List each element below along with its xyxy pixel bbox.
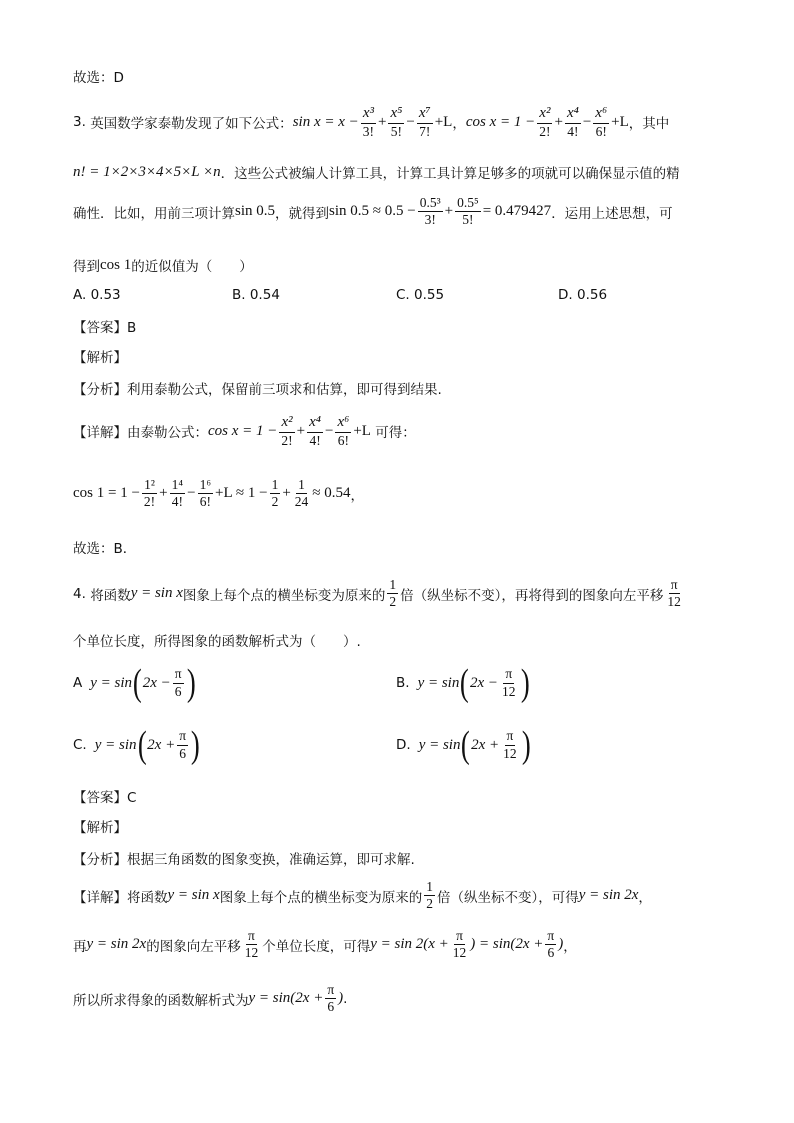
question-text: 个单位长度，所得图象的函数解析式为（ ）. bbox=[73, 634, 361, 650]
q4-detail-1 bbox=[73, 880, 652, 911]
formula-text: = 0.479427 bbox=[482, 203, 552, 220]
q3-line-3: 确性．比如，用前三项计算 sin 0.5 ，就得到 sin 0.5 ≈ 0.5 − $\frac{\text{0.5³}}{3!}$ + $\frac{\text{0.5⁵}}{5!}$ = 0.479427 ．运用上述思想，可 bbox=[73, 195, 673, 228]
q4-option-c: C. y = sin ( 2x + $\frac{\pi}{6}$ ) bbox=[73, 724, 200, 766]
question-text: ．这些公式被编人计算工具，计算工具计算足够多的项就可以确保显示值的精 bbox=[220, 166, 680, 182]
formula-text: ) bbox=[558, 936, 564, 953]
detail-text: 【详解】将函数 bbox=[73, 889, 168, 906]
q4-line-2 bbox=[73, 630, 361, 650]
analysis-text: 【分析】根据三角函数的图象变换，准确运算，即可求解. bbox=[73, 852, 415, 868]
q3-line-2 bbox=[73, 162, 680, 182]
fraction: $\frac{\text{1⁶}}{6!}$ bbox=[199, 477, 212, 510]
formula-text: ) = sin(2x + bbox=[470, 936, 544, 953]
fraction: $\frac{\text{x²}}{2!}$ bbox=[281, 414, 293, 448]
q2-conclusion bbox=[73, 66, 124, 86]
punct: ， bbox=[350, 487, 365, 504]
q3-analysis-head bbox=[73, 346, 127, 366]
option-d: D. 0.56 bbox=[558, 287, 608, 303]
formula-text: cos 1 bbox=[100, 256, 132, 273]
fraction: $\frac{\pi}{12}$ bbox=[244, 928, 259, 961]
detail-text: 可得： bbox=[375, 425, 416, 442]
formula-text: cos 1 = 1 − bbox=[73, 485, 140, 502]
fraction: $\frac{1}{2}$ bbox=[271, 477, 279, 510]
question-text: 英国数学家泰勒发现了如下公式： bbox=[90, 116, 293, 133]
punct: ， bbox=[638, 889, 652, 906]
formula-text: +L bbox=[434, 113, 453, 130]
detail-text: 个单位长度，可得 bbox=[262, 938, 371, 955]
option-b: B. 0.54 bbox=[232, 287, 280, 303]
formula-text: +L bbox=[353, 422, 371, 439]
analysis-heading: 【解析】 bbox=[73, 350, 127, 366]
detail-text: 倍（纵坐标不变），可得 bbox=[436, 889, 579, 906]
punct: ， bbox=[452, 116, 466, 133]
fraction: $\frac{\pi}{12}$ bbox=[452, 928, 467, 961]
formula-text: ) bbox=[338, 990, 344, 1007]
q3-detail-2: cos 1 = 1 − $\frac{\text{1²}}{2!}$ + $\frac{\text{1⁴}}{4!}$ − $\frac{\text{1⁶}}{6!}$ +L ≈ 1 − $\frac{1}{2}$ + $\frac{1}{24}$ ≈ 0.54 ， bbox=[73, 477, 365, 510]
formula-text: ≈ 0.54 bbox=[312, 485, 351, 502]
q3-line-4 bbox=[73, 255, 253, 275]
detail-text: 的图象向左平移 bbox=[146, 938, 241, 955]
formula-text: y = sin 2(x + bbox=[370, 936, 449, 953]
analysis-heading: 【解析】 bbox=[73, 820, 127, 836]
detail-text: 再 bbox=[73, 938, 87, 955]
conclusion-text: 故选：D bbox=[73, 70, 124, 86]
formula-text: +L bbox=[611, 113, 629, 130]
q4-option-b: B. y = sin ( 2x − $\frac{\pi}{12}$ ) bbox=[396, 662, 530, 704]
answer-text: 【答案】B bbox=[73, 320, 137, 336]
question-number: 3. bbox=[73, 114, 86, 131]
fraction: $\frac{\pi}{12}$ bbox=[667, 577, 681, 610]
q4-line-1 bbox=[73, 578, 685, 609]
fraction: $\frac{\text{x⁴}}{4!}$ bbox=[309, 414, 321, 448]
fraction: $\frac{\text{1²}}{2!}$ bbox=[143, 477, 156, 510]
q4-final bbox=[73, 983, 347, 1014]
q3-conclusion bbox=[73, 537, 136, 557]
formula-text: sin 0.5 bbox=[235, 203, 276, 220]
question-text: ．运用上述思想，可 bbox=[551, 205, 673, 222]
fraction: $\frac{\text{x⁷}}{7!}$ bbox=[418, 105, 431, 139]
formula-text: y = sin 2x bbox=[578, 887, 639, 904]
detail-text: 所以所求得象的函数解析式为 bbox=[73, 992, 249, 1009]
fraction: $\frac{\text{0.5⁵}}{5!}$ bbox=[457, 195, 479, 228]
fraction: $\frac{\text{1⁴}}{4!}$ bbox=[171, 477, 184, 510]
question-text: ，就得到 bbox=[275, 205, 330, 222]
formula-text: sin 0.5 ≈ 0.5 − bbox=[329, 203, 416, 220]
question-text: 得到 bbox=[73, 259, 100, 275]
fraction: $\frac{\text{x⁶}}{6!}$ bbox=[595, 105, 608, 139]
q4-analysis-head bbox=[73, 816, 127, 836]
fraction: $\frac{1}{24}$ bbox=[294, 477, 309, 510]
question-text: 图象上每个点的横坐标变为原来的 bbox=[182, 587, 386, 604]
fraction: $\frac{\text{x⁴}}{4!}$ bbox=[566, 105, 579, 139]
q3-line-1: 3. 英国数学家泰勒发现了如下公式： sin x = x − $\frac{\text{x³}}{3!}$ + $\frac{\text{x⁵}}{5!}$ − $\frac{\text{x⁷}}{7!}$ +L ， cos x = 1 − $\frac{\text{x²}}{2!}$ + $\frac{\text{x⁴}}{4!}$ − $\frac{\text{x⁶}}{6!}$ +L ，其中 bbox=[73, 105, 670, 139]
fraction: $\frac{\pi}{6}$ bbox=[547, 928, 555, 961]
fraction: $\frac{\text{x⁶}}{6!}$ bbox=[337, 414, 350, 448]
analysis-text: 【分析】利用泰勒公式，保留前三项求和估算，即可得到结果. bbox=[73, 382, 442, 398]
question-text: 将函数 bbox=[90, 587, 131, 604]
question-text: ，其中 bbox=[628, 116, 670, 133]
question-number: 4. bbox=[73, 585, 86, 602]
detail-text: 图象上每个点的横坐标变为原来的 bbox=[219, 889, 423, 906]
formula-text: sin x = x − bbox=[292, 113, 359, 130]
question-text: 倍（纵坐标不变），再将得到的图象向左平移 bbox=[400, 587, 664, 604]
punct: . bbox=[343, 990, 348, 1007]
q4-detail-2 bbox=[73, 929, 577, 960]
option-c: C. 0.55 bbox=[396, 287, 445, 303]
q4-option-a: A y = sin ( 2x − $\frac{\pi}{6}$ ) bbox=[73, 662, 196, 704]
q3-answer bbox=[73, 316, 136, 336]
punct: ， bbox=[563, 938, 577, 955]
fraction: $\frac{\text{x²}}{2!}$ bbox=[539, 105, 551, 139]
conclusion-text: 故选：B． bbox=[73, 541, 137, 557]
formula-text: n! = 1×2×3×4×5×L ×n bbox=[73, 163, 221, 180]
q4-option-d: D. y = sin ( 2x + $\frac{\pi}{12}$ ) bbox=[396, 724, 531, 766]
q3-fenxi bbox=[73, 378, 442, 398]
option-a: A. 0.53 bbox=[73, 287, 121, 303]
formula-text: cos x = 1 − bbox=[208, 422, 278, 439]
formula-text: y = sin x bbox=[130, 585, 183, 602]
formula-text: y = sin x bbox=[167, 887, 220, 904]
formula-text: y = sin 2x bbox=[86, 936, 147, 953]
fraction: $\frac{\text{x⁵}}{5!}$ bbox=[390, 105, 403, 139]
formula-text: +L ≈ 1 − bbox=[215, 485, 268, 502]
fraction: $\frac{\text{0.5³}}{3!}$ bbox=[419, 195, 441, 228]
q4-fenxi bbox=[73, 848, 415, 868]
q3-detail-1: 【详解】由泰勒公式： cos x = 1 − $\frac{\text{x²}}{2!}$ + $\frac{\text{x⁴}}{4!}$ − $\frac{\text{x⁶}}{6!}$ +L 可得： bbox=[73, 414, 416, 448]
question-text: 确性．比如，用前三项计算 bbox=[73, 205, 235, 222]
detail-text: 【详解】由泰勒公式： bbox=[73, 425, 208, 442]
fraction: $\frac{1}{2}$ bbox=[389, 577, 397, 610]
question-text: 的近似值为（ ） bbox=[131, 259, 253, 275]
answer-text: 【答案】C bbox=[73, 790, 137, 806]
fraction: $\frac{\pi}{6}$ bbox=[327, 982, 335, 1015]
fraction: $\frac{1}{2}$ bbox=[426, 879, 433, 912]
formula-text: y = sin(2x + bbox=[248, 990, 324, 1007]
q4-answer bbox=[73, 786, 136, 806]
fraction: $\frac{\text{x³}}{3!}$ bbox=[362, 105, 375, 139]
formula-text: cos x = 1 − bbox=[465, 113, 536, 130]
